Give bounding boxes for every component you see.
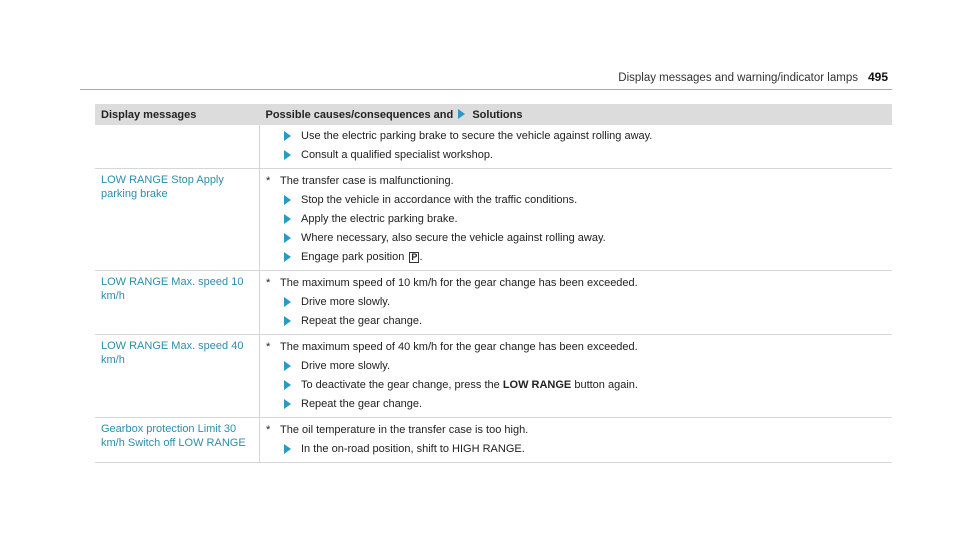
step-arrow-icon: [284, 233, 291, 243]
message-cell: [95, 125, 260, 169]
step-arrow-icon: [284, 195, 291, 205]
step-arrow-icon: [284, 444, 291, 454]
step-arrow-icon: [284, 399, 291, 409]
solution-step: In the on-road position, shift to HIGH RANGE.: [284, 442, 886, 456]
cause-line: * The maximum speed of 40 km/h for the gear change has been exceeded.: [266, 341, 638, 353]
page-header: [618, 70, 888, 84]
solution-step: Engage park position P .: [284, 250, 886, 264]
solution-step: Apply the electric parking brake.: [284, 212, 886, 226]
step-arrow-icon: [284, 316, 291, 326]
step-arrow-icon: [284, 361, 291, 371]
header-rule: [80, 89, 892, 90]
low-range-button-label: LOW RANGE: [502, 379, 572, 391]
step-arrow-icon: [284, 380, 291, 390]
message-cell: LOW RANGE Max. speed 10 km/h: [95, 271, 260, 335]
step-arrow-icon: [284, 150, 291, 160]
message-cell: Gearbox protection Limit 30 km/h Switch off LOW RANGE: [95, 418, 260, 463]
solution-step: Use the electric parking brake to secure the vehicle against rolling away.: [284, 129, 886, 143]
solution-step: Where necessary, also secure the vehicle against rolling away.: [284, 231, 886, 245]
table-row: [95, 335, 892, 418]
cause-line: * The maximum speed of 10 km/h for the gear change has been exceeded.: [266, 277, 638, 289]
solution-step: Repeat the gear change.: [284, 397, 886, 411]
table-row: [95, 125, 892, 169]
solution-step: Consult a qualified specialist workshop.: [284, 148, 886, 162]
step-arrow-icon: [284, 252, 291, 262]
table-row: [95, 271, 892, 335]
solution-step: To deactivate the gear change, press the LOW RANGE button again.: [284, 378, 886, 392]
step-arrow-icon: [284, 297, 291, 307]
solution-step: Stop the vehicle in accordance with the traffic conditions.: [284, 193, 886, 207]
message-cell: LOW RANGE Stop Apply parking brake: [95, 169, 260, 271]
section-title: Display messages and warning/indicator lamps: [618, 72, 858, 84]
solution-arrow-icon: [458, 109, 465, 119]
cause-line: * The oil temperature in the transfer case is too high.: [266, 424, 529, 436]
solution-step: Drive more slowly.: [284, 295, 886, 309]
display-messages-table: [95, 104, 892, 463]
cause-line: * The transfer case is malfunctioning.: [266, 175, 454, 187]
step-arrow-icon: [284, 131, 291, 141]
solution-cell: [260, 271, 893, 335]
col-header-causes: Possible causes/consequences and Solutions: [260, 104, 893, 125]
solution-step: Drive more slowly.: [284, 359, 886, 373]
solution-cell: [260, 169, 893, 271]
table-row: [95, 418, 892, 463]
col-header-messages: Display messages: [95, 104, 260, 125]
solution-cell: [260, 335, 893, 418]
step-arrow-icon: [284, 214, 291, 224]
solution-cell: [260, 125, 893, 169]
message-cell: LOW RANGE Max. speed 40 km/h: [95, 335, 260, 418]
solution-step: Repeat the gear change.: [284, 314, 886, 328]
table-header-row: [95, 104, 892, 125]
solution-cell: [260, 418, 893, 463]
table-row: [95, 169, 892, 271]
page-number: 495: [867, 70, 888, 84]
park-position-icon: P: [411, 252, 418, 262]
